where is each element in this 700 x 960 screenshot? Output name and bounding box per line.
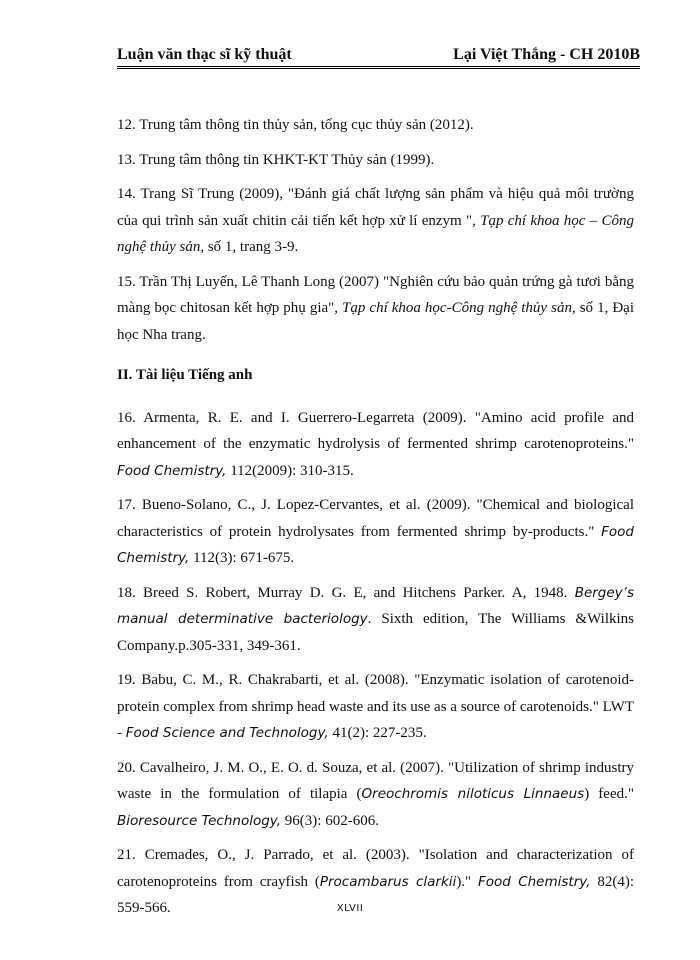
reference-text: 20. Cavalheiro, J. M. O., E. O. d. Souza, et al. (2007). "Utilization of shrimp industry waste in the formulation of tilapia ( bbox=[117, 759, 634, 802]
reference-detail: 112(3): 671-675. bbox=[189, 550, 295, 566]
header-left-title: Luận văn thạc sĩ kỹ thuật bbox=[117, 46, 292, 63]
reference-16 bbox=[117, 405, 634, 485]
reference-detail: 112(2009): 310-315. bbox=[226, 462, 354, 479]
reference-text: 12. Trung tâm thông tin thủy sản, tổng cục thủy sản (2012). bbox=[117, 117, 474, 133]
reference-12 bbox=[117, 112, 634, 139]
reference-title: Bergey’s manual determinative bacteriology bbox=[117, 584, 634, 627]
reference-journal: Food Chemistry, bbox=[117, 523, 634, 566]
reference-text: 14. Trang Sĩ Trung (2009), "Đánh giá chất lượng sản phẩm và hiệu quả môi trường của qui trình sản xuất chitin cải tiến kết hợp xử lí enzym ", bbox=[117, 186, 634, 229]
reference-journal: Tạp chí khoa học – Công nghệ thủy sản, bbox=[117, 212, 634, 255]
reference-detail: 82(4): 559-566. bbox=[117, 873, 634, 916]
reference-text: 16. Armenta, R. E. and I. Guerrero-Legarreta (2009). "Amino acid profile and enhancement of the enzymatic hydrolysis of fermented shrimp carotenoproteins." bbox=[117, 409, 634, 452]
reference-detail: 96(3): 602-606. bbox=[281, 812, 379, 829]
reference-detail: số 1, Đại học Nha trang. bbox=[117, 300, 634, 343]
reference-20 bbox=[117, 755, 634, 835]
reference-journal: Bioresource Technology, bbox=[117, 812, 282, 829]
reference-journal: Tạp chí khoa học-Công nghệ thủy sản, bbox=[342, 300, 576, 316]
header-right-author: Lại Việt Thắng - CH 2010B bbox=[453, 46, 640, 63]
header-rule bbox=[117, 66, 640, 69]
reference-detail: . Sixth edition, The Williams &Wilkins Company.p.305-331, 349-361. bbox=[117, 611, 634, 654]
reference-text: 13. Trung tâm thông tin KHKT-KT Thủy sản (1999). bbox=[117, 151, 435, 168]
section-title: II. Tài liệu Tiếng anh bbox=[117, 367, 253, 383]
reference-journal: Food Chemistry, bbox=[117, 462, 227, 479]
reference-14 bbox=[117, 181, 634, 261]
reference-19 bbox=[117, 667, 634, 747]
reference-18 bbox=[117, 580, 634, 660]
reference-detail: số 1, trang 3-9. bbox=[204, 239, 299, 255]
reference-text: 17. Bueno-Solano, C., J. Lopez-Cervantes, et al. (2009). "Chemical and biological characteristics of protein hydrolysates from fermented shrimp by-products." bbox=[117, 497, 634, 540]
page-header bbox=[117, 38, 640, 64]
reference-text: 18. Breed S. Robert, Murray D. G. E, and Hitchens Parker. A, 1948. bbox=[117, 584, 575, 601]
reference-journal: Food Chemistry, bbox=[478, 873, 591, 890]
page-number: XLVII bbox=[336, 903, 364, 914]
reference-text-cont: ) feed." bbox=[584, 786, 634, 802]
reference-text: 19. Babu, C. M., R. Chakrabarti, et al. (2008). "Enzymatic isolation of carotenoid-protein complex from shrimp head waste and its use as a source of carotenoids." LWT - bbox=[117, 672, 634, 741]
reference-journal: Food Science and Technology, bbox=[125, 725, 329, 741]
reference-15 bbox=[117, 269, 634, 349]
reference-text-cont: )." bbox=[456, 873, 478, 890]
reference-text: 21. Cremades, O., J. Parrado, et al. (2003). "Isolation and characterization of carotenoproteins from crayfish ( bbox=[117, 847, 634, 890]
reference-text: 15. Trần Thị Luyến, Lê Thanh Long (2007) "Nghiên cứu bảo quản trứng gà tươi bằng màng bọc chitosan kết hợp phụ gia", bbox=[117, 273, 634, 316]
reference-17 bbox=[117, 492, 634, 572]
reference-species: Procambarus clarkii bbox=[319, 873, 457, 890]
reference-species: Oreochromis niloticus Linnaeus bbox=[361, 786, 585, 802]
reference-list bbox=[117, 112, 634, 922]
reference-detail: 41(2): 227-235. bbox=[328, 725, 427, 741]
reference-13 bbox=[117, 147, 634, 174]
